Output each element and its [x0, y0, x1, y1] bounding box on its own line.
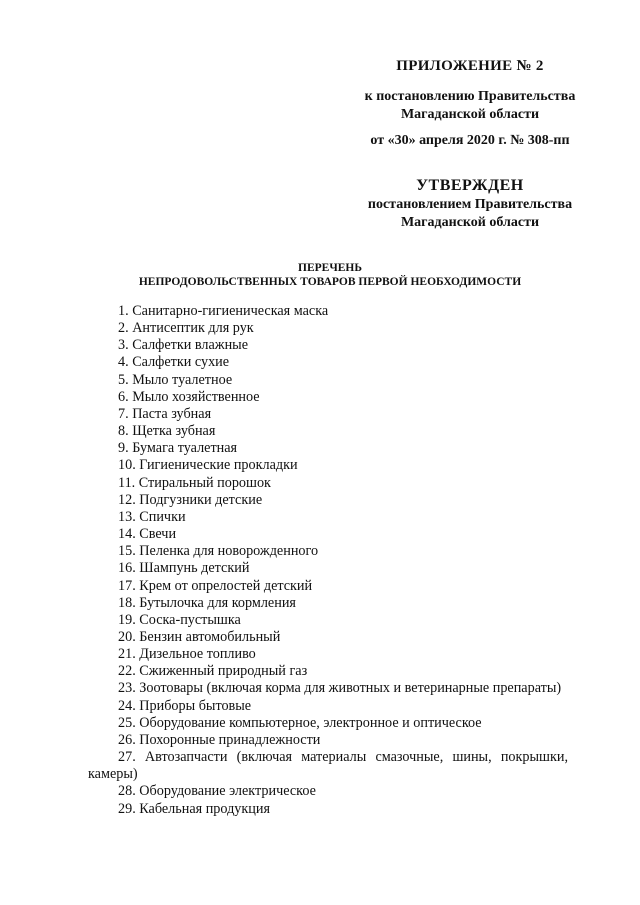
list-heading — [60, 261, 600, 289]
list-item: 18. Бутылочка для кормления — [118, 594, 296, 611]
list-item: 26. Похоронные принадлежности — [118, 731, 321, 748]
list-item: 24. Приборы бытовые — [118, 697, 252, 714]
list-item: 2. Антисептик для рук — [118, 320, 254, 337]
list-item: 23. Зоотовары (включая корма для животных и ветеринарные препараты) — [118, 680, 562, 697]
list-item: 29. Кабельная продукция — [118, 800, 270, 817]
to-decree-line-2: Магаданской области — [400, 107, 540, 122]
list-item: 9. Бумага туалетная — [118, 440, 238, 457]
list-item: 13. Спички — [118, 508, 186, 525]
list-heading-line-1: ПЕРЕЧЕНЬ — [298, 262, 362, 274]
to-decree-reference — [320, 88, 620, 124]
list-item: 14. Свечи — [118, 526, 177, 543]
list-item: 27. Автозапчасти (включая материалы смазочные, шины, покрышки, камеры) — [88, 749, 568, 783]
list-item: 8. Щетка зубная — [118, 423, 216, 440]
approved-by-line-1: постановлением Правительства — [367, 197, 573, 212]
approved-by-line-2: Магаданской области — [400, 215, 540, 230]
list-item: 15. Пеленка для новорожденного — [118, 543, 319, 560]
approved-stamp-title: УТВЕРЖДЕН — [416, 177, 524, 194]
list-item: 3. Салфетки влажные — [118, 337, 248, 354]
list-item: 4. Салфетки сухие — [118, 354, 230, 371]
list-item: 20. Бензин автомобильный — [118, 628, 281, 645]
decree-date-number: от «30» апреля 2020 г. № 308-пп — [370, 133, 570, 148]
list-item: 22. Сжиженный природный газ — [118, 663, 308, 680]
list-item: 17. Крем от опрелостей детский — [118, 577, 313, 594]
appendix-title: ПРИЛОЖЕНИЕ № 2 — [396, 58, 544, 74]
list-item: 28. Оборудование электрическое — [118, 783, 316, 800]
list-item: 16. Шампунь детский — [118, 560, 250, 577]
goods-list — [88, 303, 568, 818]
list-item: 7. Паста зубная — [118, 405, 212, 422]
list-item: 5. Мыло туалетное — [118, 371, 233, 388]
list-item: 1. Санитарно-гигиеническая маска — [118, 303, 329, 319]
to-decree-line-1: к постановлению Правительства — [364, 89, 576, 104]
list-item: 21. Дизельное топливо — [118, 646, 256, 663]
approved-by-reference — [320, 196, 620, 232]
list-item: 25. Оборудование компьютерное, электронное и оптическое — [118, 714, 482, 731]
list-item: 12. Подгузники детские — [118, 491, 263, 508]
list-item: 19. Соска-пустышка — [118, 611, 241, 628]
list-item: 11. Стиральный порошок — [118, 474, 271, 491]
list-item: 10. Гигиенические прокладки — [118, 457, 298, 474]
list-heading-line-2: НЕПРОДОВОЛЬСТВЕННЫХ ТОВАРОВ ПЕРВОЙ НЕОБХОДИМОСТИ — [138, 276, 522, 288]
list-item: 6. Мыло хозяйственное — [118, 388, 260, 405]
